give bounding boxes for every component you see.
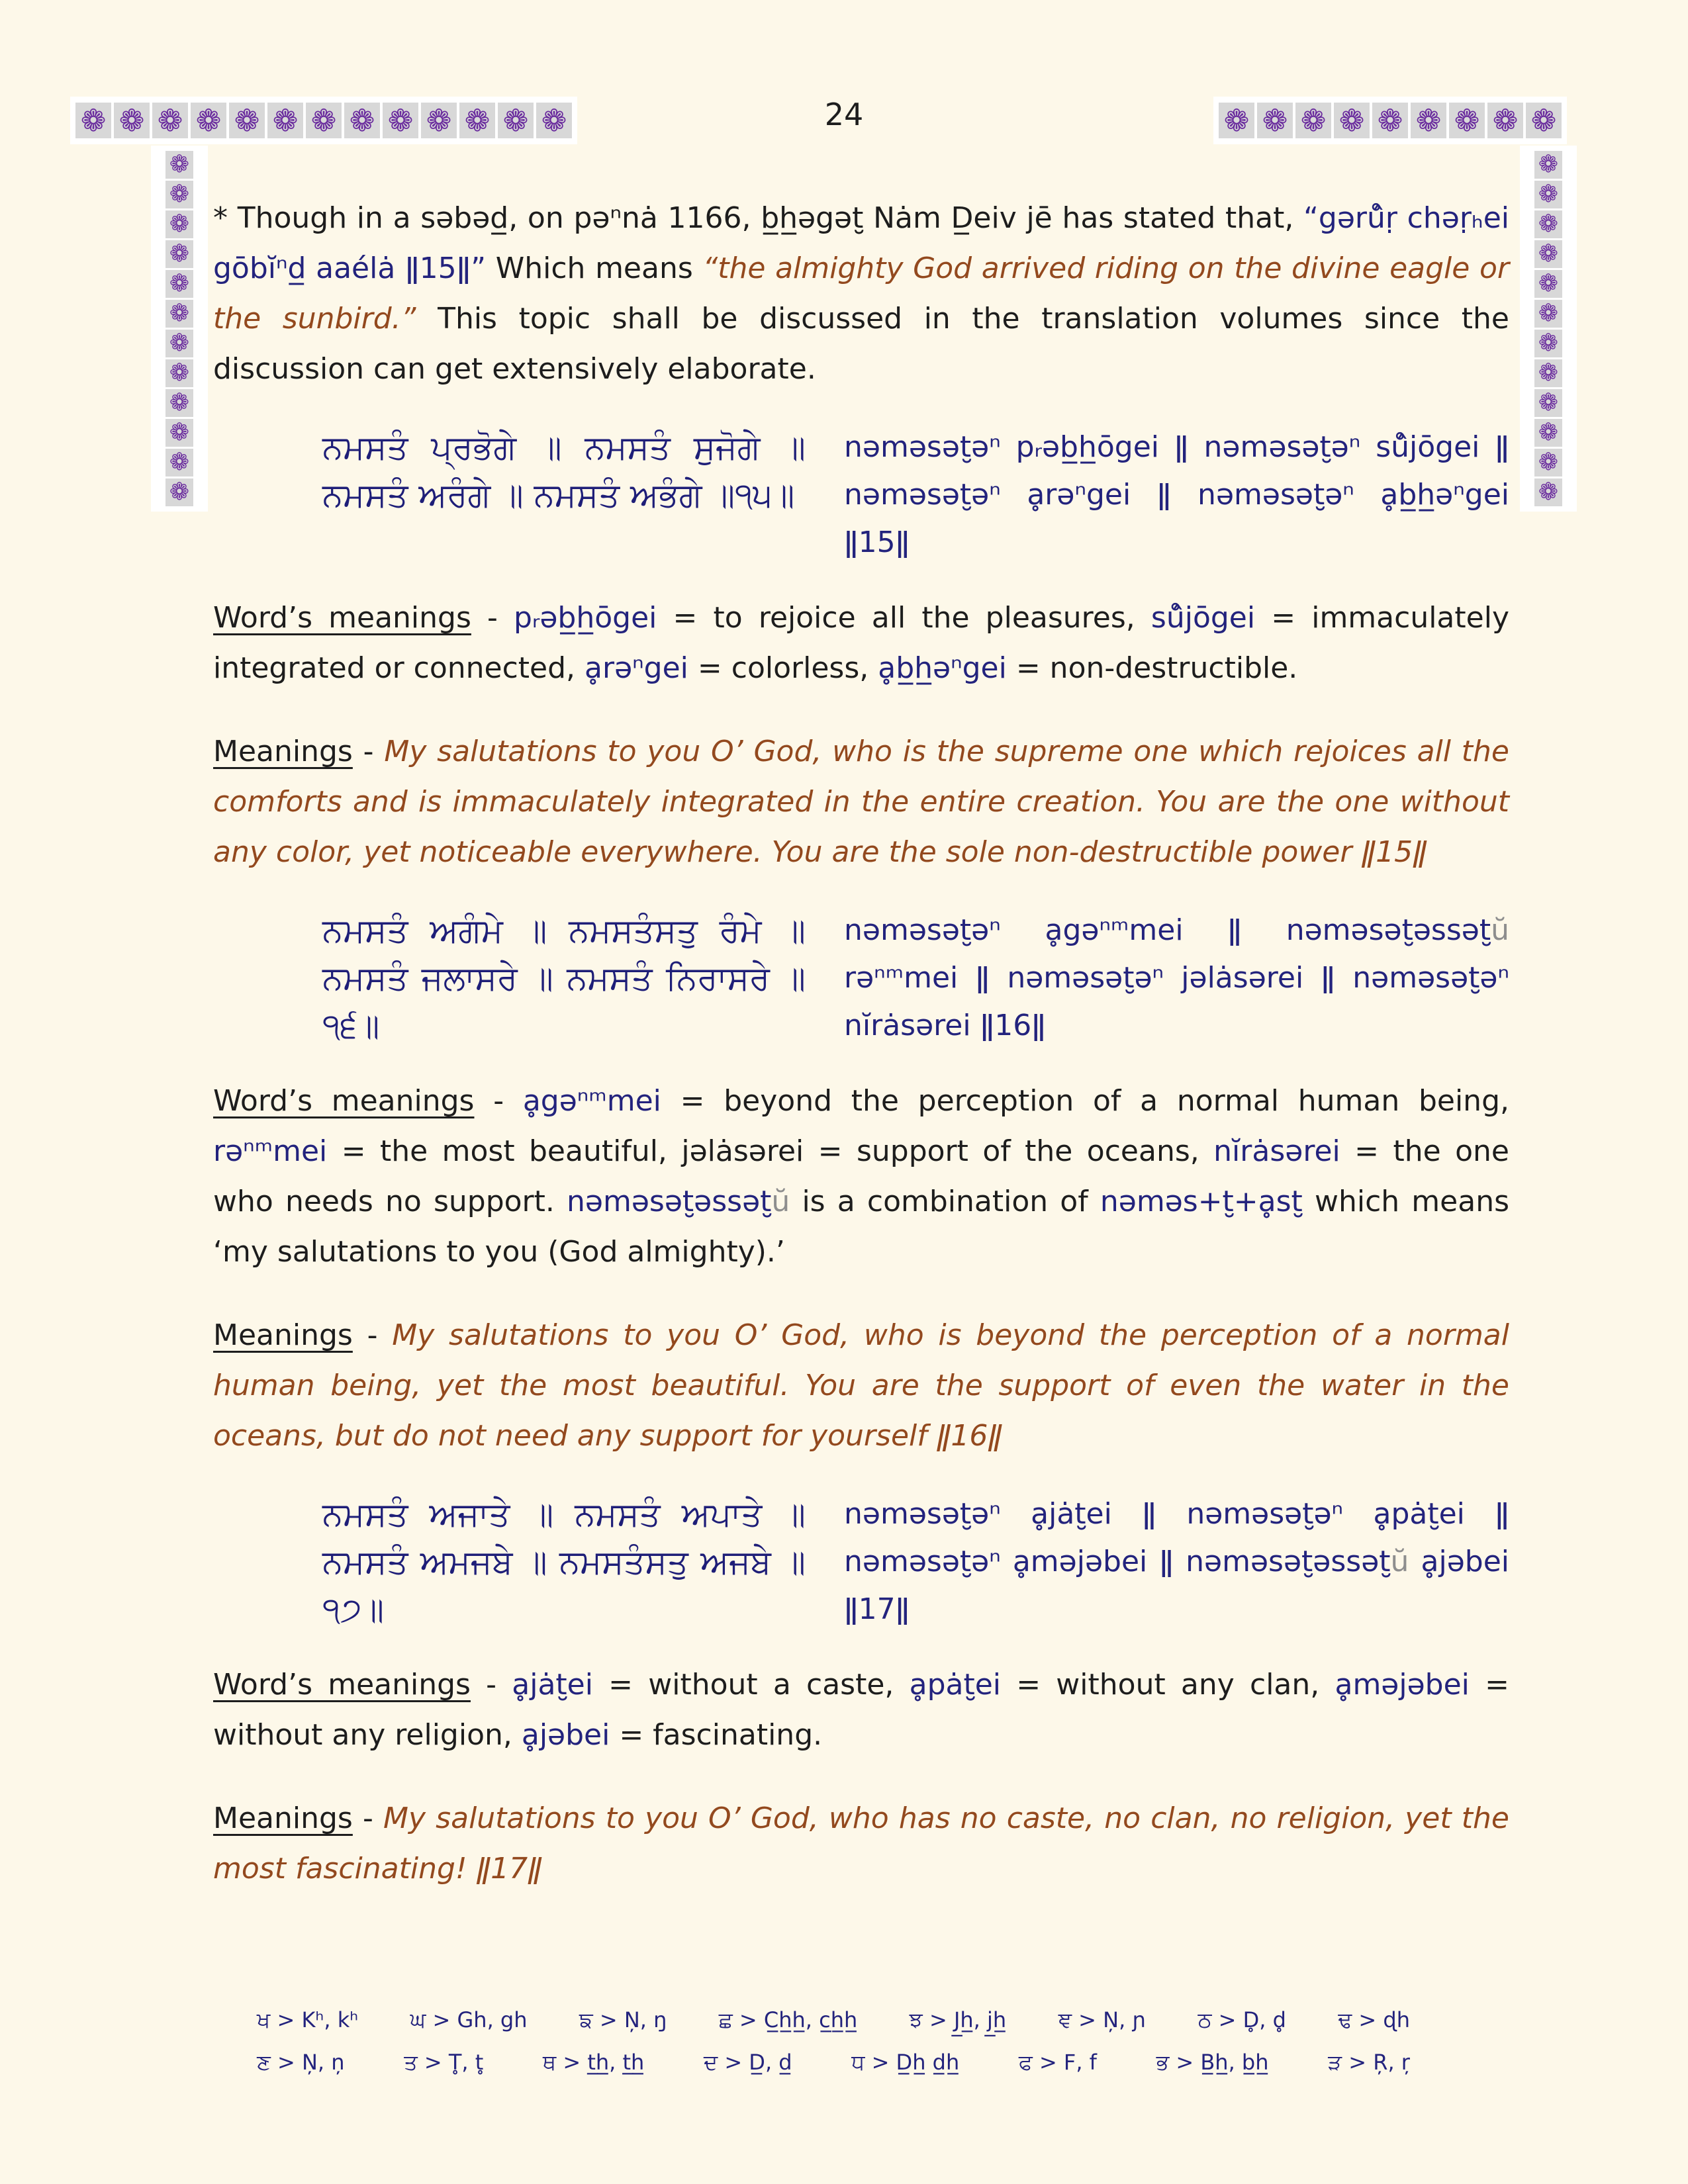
text-run: nəməsət̮əssət̮ (567, 1185, 772, 1218)
transliteration-15 (844, 424, 1509, 567)
text-run: = to rejoice all the pleasures, (657, 601, 1151, 635)
text-run: = the one who needs no support. (213, 1134, 1509, 1218)
flower-icon: ❁ (1411, 103, 1446, 138)
text-run: = immaculately integrated or connected, (213, 601, 1509, 685)
legend-item: ਛ > C̲h̲h̲, c̲h̲h̲ (718, 2007, 858, 2032)
page-content (213, 193, 1509, 1894)
text-run: My salutations to you O’ God, who is the supreme one which rejoices all the comforts and is immaculately integrated in the entire creation. You are the one without any color, yet noticeable everywhere. You are the sole non-destructible power ǁ15ǁ (213, 735, 1509, 869)
verse-block-16 (213, 907, 1509, 1050)
flower-icon: ❁ (1295, 103, 1331, 138)
flower-icon: ❁ (165, 151, 193, 179)
text-run: rəⁿᵐmei ǁ nəməsət̮əⁿ jəlȧsərei ǁ nəməsət̮əⁿ nĭrȧsərei ǁ16ǁ (844, 961, 1509, 1042)
flower-icon: ❁ (1534, 419, 1562, 447)
intro-paragraph (213, 193, 1509, 394)
word-meanings-17 (213, 1660, 1509, 1760)
text-run: Meanings (213, 1801, 353, 1835)
legend-item: ਤ > T̥, t̥ (404, 2050, 484, 2075)
gurmukhi-text-17: ਨਮਸਤੰ ਅਜਾਤੇ ॥ ਨਮਸਤੰ ਅਪਾਤੇ ॥ ਨਮਸਤੰ ਅਮਜਬੇ ॥ ਨਮਸਤੰਸਤੁ ਅਜਬੇ ॥੧੭॥ (322, 1495, 806, 1629)
text-run: ḁrəⁿgei (585, 651, 688, 685)
flower-icon: ❁ (1534, 330, 1562, 357)
text-run: nəməsət̮əⁿ pᵣəb̲h̲ōgei ǁ nəməsət̮əⁿ sů̂jōgei ǁ nəməsət̮əⁿ ḁrəⁿgei ǁ nəməsət̮əⁿ ḁb̲h̲əⁿgei ǁ15ǁ (844, 430, 1509, 559)
legend-item: ਭ > B̲h̲, b̲h̲ (1156, 2050, 1269, 2075)
text-run: ŭ (1491, 913, 1509, 947)
verse-block-15 (213, 424, 1509, 567)
legend-row-1 (257, 2007, 1410, 2033)
text-run: sů̂jōgei (1150, 601, 1256, 635)
ornament-strip-top-right (1213, 97, 1567, 144)
word-meanings-15 (213, 593, 1509, 694)
text-run: My salutations to you O’ God, who is beyond the perception of a normal human being, yet the most beautiful. You are the support of even the water in the oceans, but do not need any support for yourself ǁ16ǁ (213, 1318, 1509, 1453)
ornament-column-right (1520, 146, 1577, 512)
text-run: Meanings (213, 735, 353, 768)
flower-icon: ❁ (344, 103, 380, 138)
text-run: Word’s meanings (213, 1668, 471, 1702)
flower-icon: ❁ (383, 103, 418, 138)
legend-item: ਫ > F, f (1018, 2050, 1097, 2075)
text-run: - (352, 1801, 384, 1835)
flower-icon: ❁ (421, 103, 457, 138)
text-run: = beyond the perception of a normal human being, (661, 1084, 1509, 1118)
text-run: nĭrȧsərei (1213, 1134, 1340, 1168)
legend-item: ਙ > N̦, ŋ (579, 2007, 667, 2032)
meanings-16 (213, 1310, 1509, 1461)
text-run: Which means (486, 251, 703, 285)
legend-item: ਦ > D̲, d̲ (703, 2050, 792, 2075)
flower-icon: ❁ (1534, 359, 1562, 387)
flower-icon: ❁ (1534, 449, 1562, 477)
legend-item: ਧ > D̲h̲ d̲h̲ (851, 2050, 960, 2075)
flower-icon: ❁ (165, 330, 193, 357)
flower-icon: ❁ (165, 419, 193, 447)
flower-icon: ❁ (1219, 103, 1254, 138)
text-run: ḁpȧt̮ei (909, 1668, 1002, 1702)
text-run: ḁb̲h̲əⁿgei (878, 651, 1007, 685)
flower-icon: ❁ (1534, 389, 1562, 417)
text-run: - (471, 601, 514, 635)
text-run: which means ‘my salutations to you (God almighty).’ (213, 1185, 1510, 1269)
text-run: nəməs+t̮+ḁst̮ (1100, 1185, 1303, 1218)
text-run: Word’s meanings (213, 1084, 475, 1118)
word-meanings-16 (213, 1076, 1509, 1277)
text-run: rəⁿᵐmei (213, 1134, 328, 1168)
text-run: - (474, 1084, 523, 1118)
legend-item: ਝ > J̲h̲, j̲h̲ (909, 2007, 1007, 2032)
flower-icon: ❁ (165, 449, 193, 477)
text-run: ḁjȧt̮ei (512, 1668, 593, 1702)
text-run: = without any clan, (1001, 1668, 1335, 1702)
flower-icon: ❁ (306, 103, 342, 138)
flower-icon: ❁ (1334, 103, 1370, 138)
text-run: ḁməjəbei (1335, 1668, 1470, 1702)
text-run: “the almighty God arrived riding on the divine eagle or the sunbird.” (213, 251, 1510, 336)
flower-icon: ❁ (1534, 210, 1562, 238)
text-run: ŭ (1390, 1545, 1409, 1578)
flower-icon: ❁ (165, 270, 193, 298)
text-run: Meanings (213, 1318, 353, 1352)
flower-icon: ❁ (1534, 270, 1562, 298)
text-run: = fascinating. (610, 1718, 823, 1752)
text-run: pᵣəb̲h̲ōgei (514, 601, 657, 635)
flower-icon: ❁ (75, 103, 111, 138)
flower-icon: ❁ (165, 359, 193, 387)
flower-icon: ❁ (1534, 240, 1562, 268)
legend-item: ਣ > N̦, n̦ (257, 2050, 345, 2075)
flower-icon: ❁ (1449, 103, 1485, 138)
text-run: ḁjəbei (521, 1718, 610, 1752)
phonetic-legend (257, 2007, 1410, 2075)
text-run: This topic shall be discussed in the translation volumes since the discussion can get extensively elaborate. (213, 302, 1510, 386)
verse-block-17 (213, 1490, 1509, 1633)
flower-icon: ❁ (114, 103, 150, 138)
flower-icon: ❁ (229, 103, 265, 138)
text-run: ŭ (771, 1185, 790, 1218)
flower-icon: ❁ (165, 210, 193, 238)
flower-icon: ❁ (1534, 151, 1562, 179)
text-run: nəməsət̮əⁿ ḁjȧt̮ei ǁ nəməsət̮əⁿ ḁpȧt̮ei ǁ nəməsət̮əⁿ ḁməjəbei ǁ nəməsət̮əssət̮ (844, 1497, 1509, 1578)
text-run: - (470, 1668, 512, 1702)
legend-item: ਘ > Gh, gh (410, 2007, 528, 2032)
flower-icon: ❁ (152, 103, 188, 138)
meanings-15 (213, 727, 1509, 878)
flower-icon: ❁ (1534, 181, 1562, 208)
gurmukhi-text-16: ਨਮਸਤੰ ਅਗੰਮੇ ॥ ਨਮਸਤੰਸਤੁ ਰੰਮੇ ॥ ਨਮਸਤੰ ਜਲਾਸਰੇ ॥ ਨਮਸਤੰ ਨਿਰਾਸਰੇ ॥੧੬॥ (322, 911, 806, 1045)
legend-item: ਢ > ɖh (1338, 2007, 1410, 2032)
page-number: 24 (824, 97, 864, 132)
text-run: ḁjəbei ǁ17ǁ (844, 1545, 1509, 1626)
meanings-17 (213, 1794, 1509, 1894)
flower-icon: ❁ (191, 103, 226, 138)
flower-icon: ❁ (165, 478, 193, 506)
flower-icon: ❁ (1257, 103, 1293, 138)
flower-icon: ❁ (165, 300, 193, 328)
text-run: = without a caste, (592, 1668, 910, 1702)
flower-icon: ❁ (1534, 300, 1562, 328)
legend-item: ਥ > t̲h̲, t̲h̲ (542, 2050, 645, 2075)
flower-icon: ❁ (536, 103, 572, 138)
text-run: = colorless, (688, 651, 878, 685)
legend-item: ਞ > N̦, ɲ (1058, 2007, 1147, 2032)
transliteration-16 (844, 907, 1509, 1050)
text-run: nəməsət̮əⁿ ḁgəⁿᵐmei ǁ nəməsət̮əssət̮ (844, 913, 1491, 947)
legend-row-2 (257, 2049, 1410, 2075)
text-run: is a combination of (790, 1185, 1100, 1218)
text-run: = the most beautiful, jəlȧsərei = support of the oceans, (327, 1134, 1214, 1168)
flower-icon: ❁ (267, 103, 303, 138)
text-run: ḁgəⁿᵐmei (522, 1084, 661, 1118)
text-run: * Though in a səbəd̲, on pəⁿnȧ 1166, b̲h̲əgət̮ Nȧm D̲eiv jē has stated that, (213, 201, 1304, 235)
text-run: “gərů̂ṛ chəṛₕei gōbĭⁿd̲ aaélȧ ǁ15ǁ” (213, 201, 1509, 285)
text-run: Word’s meanings (213, 601, 471, 635)
legend-item: ਠ > D̥, d̥ (1197, 2007, 1286, 2032)
flower-icon: ❁ (498, 103, 534, 138)
flower-icon: ❁ (165, 389, 193, 417)
ornament-column-left (151, 146, 208, 512)
flower-icon: ❁ (1372, 103, 1408, 138)
flower-icon: ❁ (1534, 478, 1562, 506)
legend-item: ੜ > R̦, r̦ (1328, 2050, 1410, 2075)
gurmukhi-text-15: ਨਮਸਤੰ ਪ੍ਰਭੋਗੇ ॥ ਨਮਸਤੰ ਸੁਜੋਗੇ ॥ ਨਮਸਤੰ ਅਰੰਗੇ ॥ ਨਮਸਤੰ ਅਭੰਗੇ ॥੧੫॥ (322, 428, 806, 514)
text-run: My salutations to you O’ God, who has no caste, no clan, no religion, yet the most fascinating! ǁ17ǁ (213, 1801, 1509, 1886)
flower-icon: ❁ (1526, 103, 1562, 138)
flower-icon: ❁ (165, 181, 193, 208)
transliteration-17 (844, 1490, 1509, 1633)
text-run: = non-destructible. (1006, 651, 1298, 685)
legend-item: ਖ > Kʰ, kʰ (257, 2007, 359, 2032)
flower-icon: ❁ (165, 240, 193, 268)
text-run: - (352, 735, 385, 768)
flower-icon: ❁ (459, 103, 495, 138)
text-run: - (352, 1318, 393, 1352)
flower-icon: ❁ (1487, 103, 1523, 138)
text-run: = without any religion, (213, 1668, 1509, 1752)
